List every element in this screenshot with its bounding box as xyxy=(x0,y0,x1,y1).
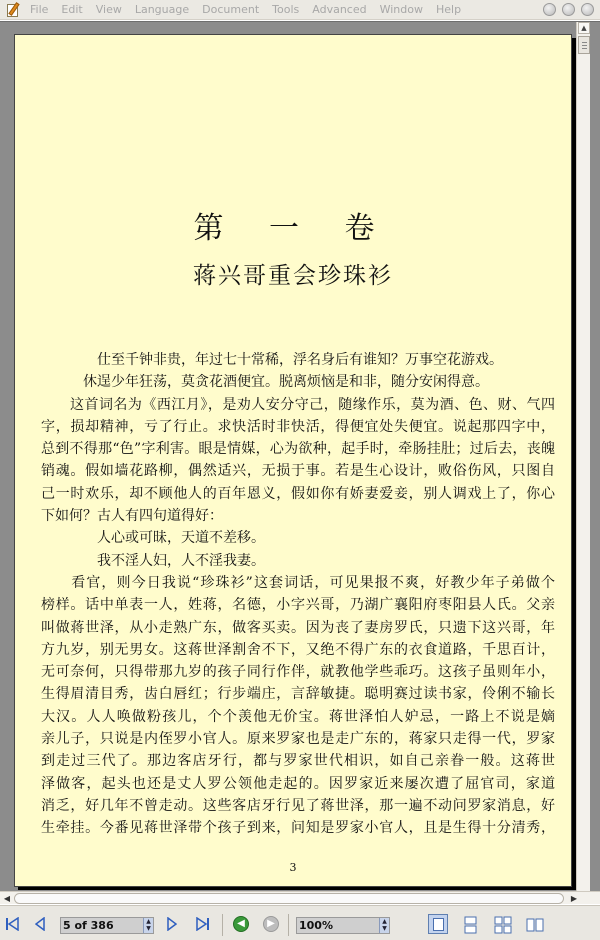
facing-pages-view-icon[interactable] xyxy=(492,914,512,934)
go-forward-icon[interactable]: ▶ xyxy=(263,916,279,932)
text-line: 己一时欢乐，却不顾他人的百年恩义，假如你有娇妻爱妾，别人调戏上了，你心 xyxy=(41,485,555,502)
text-line: 叫做蒋世泽，从小走熟广东，做客买卖。因为丧了妻房罗氏，只遗下这兴哥，年 xyxy=(41,619,555,636)
zoom-spinner-icon[interactable]: ▲ ▼ xyxy=(379,918,389,933)
text-line: 字，损却精神，亏了行止。求快活时非快活，得便宜处失便宜。说起那四字中， xyxy=(41,418,555,435)
menu-file[interactable]: File xyxy=(30,3,49,16)
scroll-left-arrow-icon[interactable]: ◀ xyxy=(3,894,11,903)
continuous-facing-view-icon[interactable] xyxy=(524,914,544,934)
toolbar-separator xyxy=(288,914,289,936)
zoom-value: 100% xyxy=(299,919,333,932)
page-indicator-value: 5 of 386 xyxy=(63,919,114,932)
navigation-toolbar xyxy=(0,905,600,940)
horizontal-scroll-track[interactable] xyxy=(14,893,564,904)
menu-tools[interactable]: Tools xyxy=(272,3,300,16)
zoom-field[interactable] xyxy=(296,917,390,934)
text-line: 销魂。假如墙花路柳，偶然适兴，无损于事。若是生心设计，败俗伤风，只图自 xyxy=(41,463,555,480)
menu-document[interactable]: Document xyxy=(202,3,260,16)
app-logo-icon xyxy=(6,2,22,18)
page-number-field[interactable] xyxy=(60,917,154,934)
last-page-icon[interactable] xyxy=(195,916,209,932)
window-controls xyxy=(543,3,594,16)
menu-view[interactable]: View xyxy=(95,3,122,16)
document-page xyxy=(14,34,572,887)
text-line: 生牵挂。今番见蒋世泽带个孩子到来，问知是罗家小官人，且是生得十分清秀， xyxy=(41,820,555,837)
vertical-scrollbar[interactable] xyxy=(576,22,590,892)
menu-help[interactable]: Help xyxy=(435,3,462,16)
text-line: 下如何？古人有四句道得好： xyxy=(41,508,223,525)
text-line: 方九岁，别无男女。这蒋世泽割舍不下，又绝不得广东的衣食道路，千思百计， xyxy=(41,641,555,658)
text-line: 泽做客，起头也还是丈人罗公领他走起的。因罗家近来屡次遭了屈官司，家道 xyxy=(41,775,555,792)
scroll-up-arrow-icon[interactable]: ▲ xyxy=(578,22,590,34)
restore-button[interactable] xyxy=(562,3,575,16)
text-line: 看官，则今日我说“珍珠衫”这套词话，可见果报不爽，好教少年子弟做个 xyxy=(41,574,555,591)
text-line: 休逞少年狂荡，莫贪花酒便宜。脱离烦恼是和非，随分安闲得意。 xyxy=(41,374,489,391)
text-line: 仕至千钟非贵，年过七十常稀，浮名身后有谁知？万事空花游戏。 xyxy=(41,352,503,368)
text-line: 这首词名为《西江月》，是劝人安分守己，随缘作乐，莫为酒、色、财、气四 xyxy=(41,396,555,413)
menu-bar xyxy=(0,0,600,20)
text-line: 大汉。人人唤做粉孩儿，个个羡他无价宝。蒋世泽怕人妒忌，一路上不说是嫡 xyxy=(41,708,555,725)
text-line: 亲儿子，只说是内侄罗小官人。原来罗家也是走广东的，蒋家只走得一代，罗家 xyxy=(41,731,555,748)
toolbar-separator xyxy=(222,914,223,936)
text-line: 到走过三代了。那边客店牙行，都与罗家世代相识，如自己亲眷一般。这蒋世 xyxy=(41,753,555,770)
next-page-icon[interactable] xyxy=(166,916,178,932)
text-line: 消乏，好几年不曾走动。这些客店牙行见了蒋世泽，那一遍不动问罗家消息，好 xyxy=(41,797,555,814)
page-number: 3 xyxy=(289,861,297,874)
first-page-icon[interactable] xyxy=(5,916,19,932)
menu-window[interactable]: Window xyxy=(379,3,423,16)
horizontal-scrollbar[interactable] xyxy=(0,891,600,904)
page-spinner-icon[interactable]: ▲ ▼ xyxy=(143,918,153,933)
text-line: 无可奈何，只得带那九岁的孩子同行作伴，就教他学些乖巧。这孩子虽则年小， xyxy=(41,664,555,681)
close-button[interactable] xyxy=(581,3,594,16)
menu-edit[interactable]: Edit xyxy=(61,3,83,16)
text-line: 生得眉清目秀，齿白唇红；行步端庄，言辞敏捷。聪明赛过读书家，伶俐不输长 xyxy=(41,686,555,703)
text-line: 我不淫人妇，人不淫我妻。 xyxy=(41,552,265,569)
chapter-title: 第 一 卷 xyxy=(193,211,393,246)
text-line: 榜样。话中单表一人，姓蒋，名德，小字兴哥，乃湖广襄阳府枣阳县人氏。父亲 xyxy=(41,597,555,614)
minimize-button[interactable] xyxy=(543,3,556,16)
menu-language[interactable]: Language xyxy=(134,3,190,16)
text-line: 人心或可昧，天道不差移。 xyxy=(41,530,265,547)
single-page-view-icon[interactable] xyxy=(428,914,448,934)
text-line: 总到不得那“色”字利害。眼是情媒，心为欲种，起手时，牵肠挂肚；过后去，丧魄 xyxy=(41,441,555,458)
go-back-icon[interactable]: ◀ xyxy=(233,916,249,932)
continuous-view-icon[interactable] xyxy=(460,914,480,934)
document-body xyxy=(41,349,555,840)
vertical-scroll-thumb[interactable] xyxy=(578,36,590,54)
menu-advanced[interactable]: Advanced xyxy=(312,3,367,16)
previous-page-icon[interactable] xyxy=(34,916,46,932)
scroll-right-arrow-icon[interactable]: ▶ xyxy=(570,894,578,903)
chapter-subtitle: 蒋兴哥重会珍珠衫 xyxy=(193,263,393,289)
document-viewport[interactable] xyxy=(0,21,600,891)
